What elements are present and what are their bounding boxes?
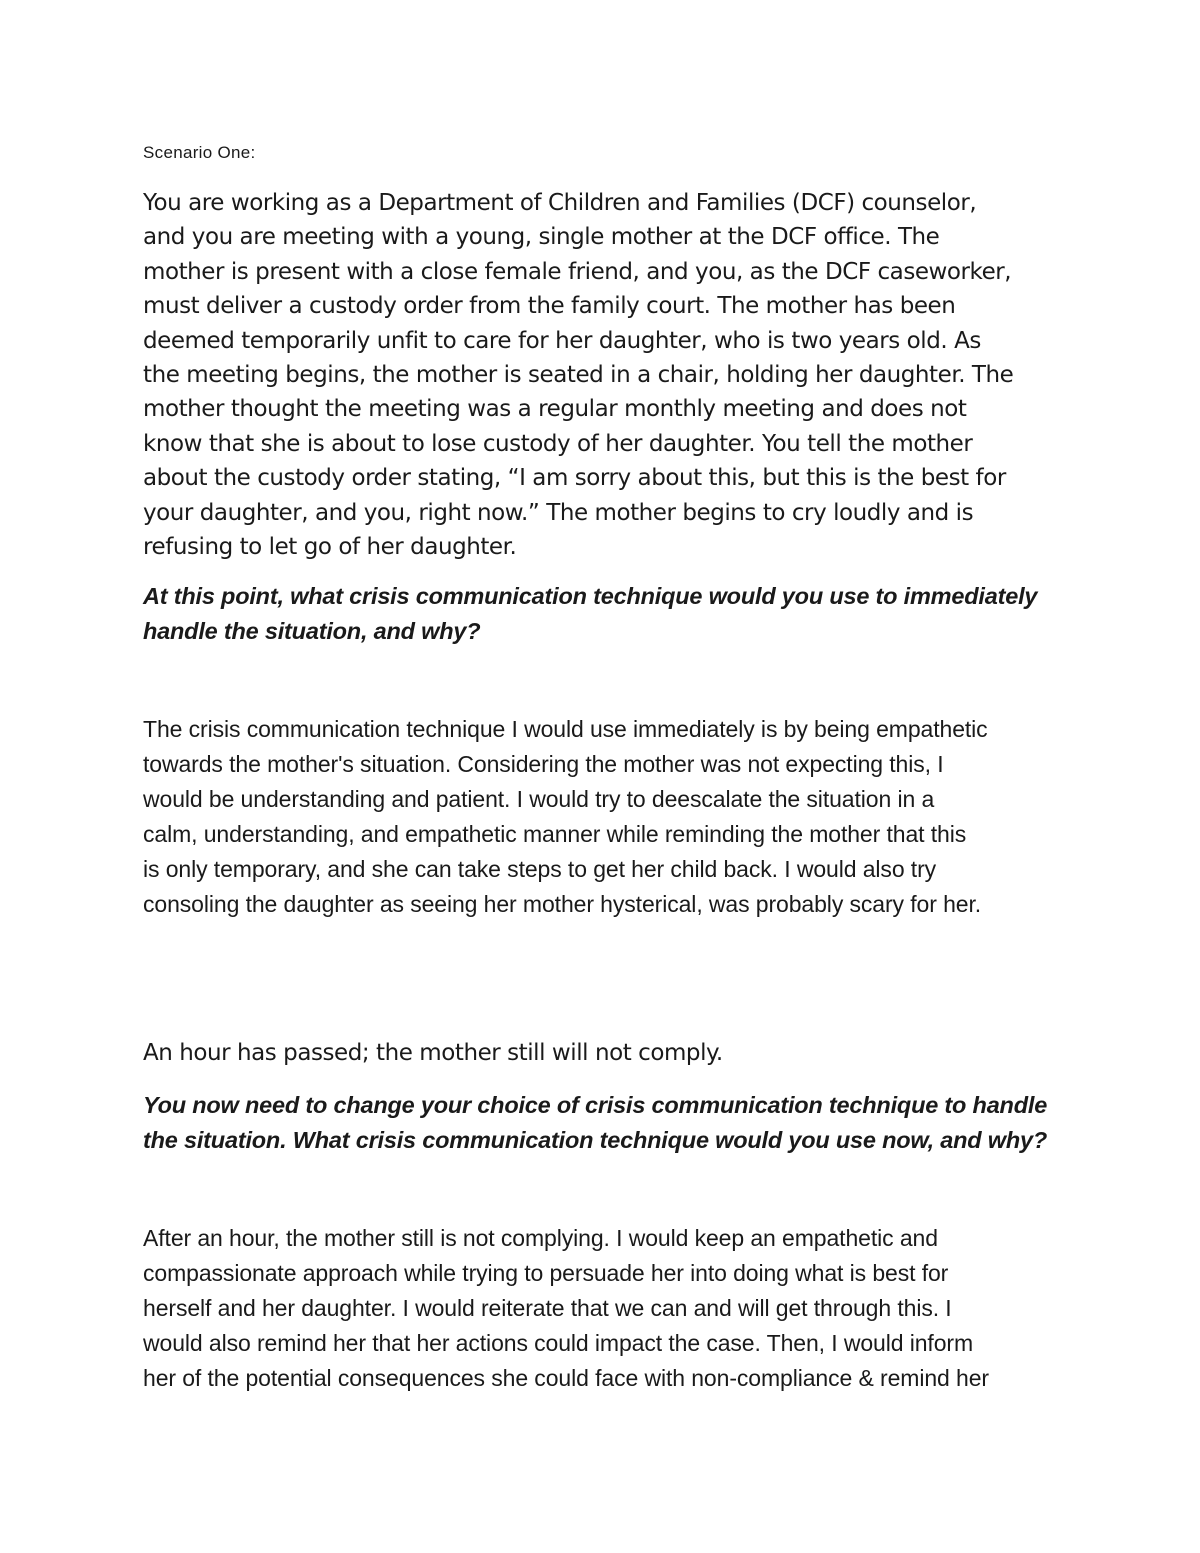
answer-2: After an hour, the mother still is not complying. I would keep an empathetic and compassionate approach while trying to persuade her into doing what is best for herself and her daughter. I would reiterate that we can and will get through this. I would also remind her that her actions could impact the case. Then, I would inform her of the potential consequences she could face with non-compliance & remind her — [143, 1225, 989, 1391]
statement-2: An hour has passed; the mother still will not comply. — [143, 1040, 723, 1066]
question-2: You now need to change your choice of crisis communication technique to handle the situation. What crisis communication technique would you use now, and why? — [143, 1092, 1048, 1153]
scenario-heading: Scenario One: — [143, 143, 256, 162]
scenario-paragraph: You are working as a Department of Children and Families (DCF) counselor, and you are meeting with a young, single mother at the DCF office. The mother is present with a close female friend, and you, as the DCF caseworker, must deliver a custody order from the family court. The mother has been deemed temporarily unfit to care for her daughter, who is two years old. As the meeting begins, the mother is seated in a chair, holding her daughter. The mother thought the meeting was a regular monthly meeting and does not know that she is about to lose custody of her daughter. You tell the mother about the custody order stating, “I am sorry about this, but this is the best for your daughter, and you, right now.” The mother begins to cry loudly and is refusing to let go of her daughter. — [143, 190, 1014, 561]
question-1: At this point, what crisis communication technique would you use to immediately handle the situation, and why? — [143, 583, 1038, 644]
answer-1: The crisis communication technique I would use immediately is by being empathetic towards the mother's situation. Considering the mother was not expecting this, I would be understanding and patient. I would try to deescalate the situation in a calm, understanding, and empathetic manner while reminding the mother that this is only temporary, and she can take steps to get her child back. I would also try consoling the daughter as seeing her mother hysterical, was probably scary for her. — [143, 716, 988, 917]
